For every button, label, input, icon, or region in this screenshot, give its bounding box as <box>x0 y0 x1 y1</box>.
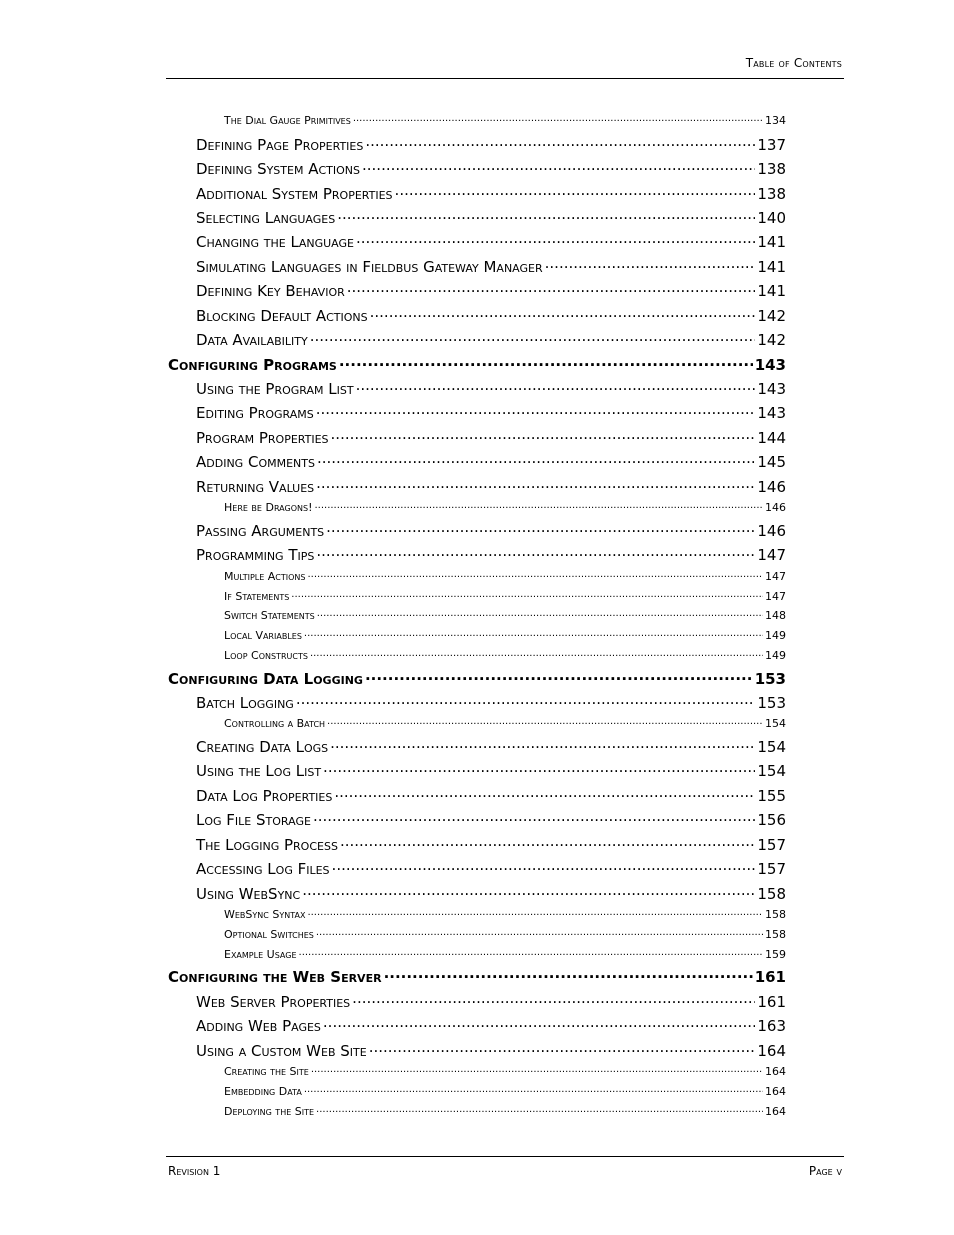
toc-entry[interactable] <box>224 946 786 961</box>
toc-entry-title: The Logging Process <box>196 836 338 854</box>
toc-entry-page: 154 <box>765 717 786 730</box>
page-header <box>166 56 844 79</box>
toc-entry-page: 141 <box>757 258 786 276</box>
dot-leader <box>353 112 763 124</box>
dot-leader <box>304 627 763 639</box>
toc-entry[interactable] <box>196 883 786 903</box>
toc-entry[interactable] <box>196 520 786 540</box>
toc-entry-page: 153 <box>757 694 786 712</box>
dot-leader <box>545 256 756 272</box>
toc-entry[interactable] <box>196 1040 786 1060</box>
toc-entry[interactable] <box>224 715 786 730</box>
toc-entry-title: Programming Tips <box>196 546 315 564</box>
toc-entry[interactable] <box>196 858 786 878</box>
toc-entry[interactable] <box>224 906 786 921</box>
toc-entry-title: WebSync Syntax <box>224 908 306 921</box>
toc-entry[interactable] <box>196 305 786 325</box>
toc-entry-page: 143 <box>757 404 786 422</box>
dot-leader <box>317 451 755 467</box>
toc-entry-page: 137 <box>757 136 786 154</box>
toc-entry-title: Creating Data Logs <box>196 738 329 756</box>
toc-entry[interactable] <box>196 207 786 227</box>
toc-entry-title: Configuring Programs <box>168 356 337 374</box>
toc-entry-page: 153 <box>754 670 786 688</box>
dot-leader <box>310 647 763 659</box>
toc-entry-title: Configuring the Web Server <box>168 968 382 986</box>
toc-entry-page: 155 <box>757 787 786 805</box>
toc-entry-title: Here be Dragons! <box>224 501 313 514</box>
toc-entry[interactable] <box>224 607 786 622</box>
toc-entry-title: Passing Arguments <box>196 522 325 540</box>
dot-leader <box>304 1083 763 1095</box>
toc-entry-page: 146 <box>765 501 786 514</box>
dot-leader <box>370 305 756 321</box>
toc-entry-page: 147 <box>765 590 786 603</box>
dot-leader <box>356 378 756 394</box>
toc-entry-title: Data Availability <box>196 331 308 349</box>
page-footer <box>166 1156 844 1178</box>
dot-leader <box>332 858 756 874</box>
toc-entry[interactable] <box>196 158 786 178</box>
dot-leader <box>310 329 756 345</box>
toc-entry-title: Adding Comments <box>196 453 315 471</box>
toc-entry[interactable] <box>196 280 786 300</box>
dot-leader <box>302 883 755 899</box>
toc-entry-page: 157 <box>757 836 786 854</box>
toc-entry-title: Changing the Language <box>196 233 354 251</box>
toc-entry-page: 144 <box>757 429 786 447</box>
header-section-title: Table of Contents <box>745 56 842 70</box>
toc-entry-page: 158 <box>765 908 786 921</box>
toc-entry[interactable] <box>196 476 786 496</box>
toc-entry-page: 164 <box>765 1085 786 1098</box>
toc-entry[interactable] <box>168 966 786 986</box>
toc-entry-page: 159 <box>765 948 786 961</box>
dot-leader <box>307 906 763 918</box>
toc-entry[interactable] <box>168 668 786 688</box>
dot-leader <box>327 715 763 727</box>
toc-entry-title: Example Usage <box>224 948 297 961</box>
toc-entry-page: 138 <box>757 185 786 203</box>
toc-entry[interactable] <box>196 427 786 447</box>
toc-entry-page: 147 <box>765 570 786 583</box>
toc-entry-title: Adding Web Pages <box>196 1017 321 1035</box>
toc-entry-page: 143 <box>754 356 786 374</box>
toc-entry[interactable] <box>196 760 786 780</box>
toc-entry-page: 163 <box>757 1017 786 1035</box>
toc-entry-page: 140 <box>757 209 786 227</box>
toc-entry-page: 141 <box>757 282 786 300</box>
toc-entry-page: 157 <box>757 860 786 878</box>
dot-leader <box>296 692 756 708</box>
toc-entry[interactable] <box>196 785 786 805</box>
toc-entry[interactable] <box>168 354 786 374</box>
toc-entry[interactable] <box>224 568 786 583</box>
toc-entry-title: Web Server Properties <box>196 993 351 1011</box>
toc-entry[interactable] <box>196 544 786 564</box>
toc-entry-title: Editing Programs <box>196 404 314 422</box>
dot-leader <box>334 785 755 801</box>
dot-leader <box>362 158 755 174</box>
toc-entry-title: Defining System Actions <box>196 160 360 178</box>
toc-entry[interactable] <box>224 926 786 941</box>
toc-entry-page: 149 <box>765 629 786 642</box>
toc-entry[interactable] <box>196 256 786 276</box>
toc-entry-title: Using the Log List <box>196 762 322 780</box>
dot-leader <box>316 926 763 938</box>
dot-leader <box>395 183 756 199</box>
toc-entry[interactable] <box>196 1015 786 1035</box>
dot-leader <box>356 231 755 247</box>
toc-entry-page: 146 <box>757 522 786 540</box>
footer-page-number: Page v <box>808 1164 842 1178</box>
toc-entry[interactable] <box>196 329 786 349</box>
toc-entry-page: 147 <box>757 546 786 564</box>
toc-entry-page: 138 <box>757 160 786 178</box>
dot-leader <box>316 402 756 418</box>
toc-entry[interactable] <box>224 627 786 642</box>
dot-leader <box>347 280 756 296</box>
toc-entry-page: 142 <box>757 331 786 349</box>
toc-entry-page: 164 <box>765 1105 786 1118</box>
toc-entry-page: 141 <box>757 233 786 251</box>
dot-leader <box>323 760 755 776</box>
toc-entry-title: Multiple Actions <box>224 570 306 583</box>
toc-entry-title: Using the Program List <box>196 380 354 398</box>
toc-entry[interactable] <box>196 736 786 756</box>
dot-leader <box>340 834 755 850</box>
dot-leader <box>308 568 764 580</box>
dot-leader <box>317 607 763 619</box>
toc-entry-title: Selecting Languages <box>196 209 336 227</box>
toc-entry-page: 142 <box>757 307 786 325</box>
toc-entry-page: 156 <box>757 811 786 829</box>
toc-entry[interactable] <box>224 1083 786 1098</box>
toc-entry-title: Using WebSync <box>196 885 301 903</box>
toc-entry[interactable] <box>224 588 786 603</box>
toc-entry-page: 145 <box>757 453 786 471</box>
toc-entry[interactable] <box>196 809 786 829</box>
toc-entry-title: Controlling a Batch <box>224 717 326 730</box>
toc-entry-title: Blocking Default Actions <box>196 307 368 325</box>
toc-entry[interactable] <box>196 183 786 203</box>
toc-entry-title: Creating the Site <box>224 1065 309 1078</box>
toc-entry-title: Optional Switches <box>224 928 314 941</box>
toc-entry-page: 164 <box>765 1065 786 1078</box>
toc-entry[interactable] <box>196 134 786 154</box>
dot-leader <box>311 1063 763 1075</box>
toc-entry[interactable] <box>196 692 786 712</box>
toc-entry-title: Additional System Properties <box>196 185 393 203</box>
toc-entry-page: 158 <box>765 928 786 941</box>
toc-entry-title: Data Log Properties <box>196 787 333 805</box>
dot-leader <box>352 991 755 1007</box>
toc-entry[interactable] <box>224 1063 786 1078</box>
toc-entry-page: 146 <box>757 478 786 496</box>
toc-entry-page: 161 <box>754 968 786 986</box>
dot-leader <box>337 207 755 223</box>
toc-entry-title: Simulating Languages in Fieldbus Gateway Manager <box>196 258 543 276</box>
toc-entry[interactable] <box>196 451 786 471</box>
dot-leader <box>316 1103 763 1115</box>
dot-leader <box>326 520 755 536</box>
dot-leader <box>323 1015 755 1031</box>
toc-entry-title: The Dial Gauge Primitives <box>224 114 351 127</box>
dot-leader <box>314 499 763 511</box>
dot-leader <box>291 588 763 600</box>
dot-leader <box>316 476 755 492</box>
toc-entry-title: Deploying the Site <box>224 1105 315 1118</box>
dot-leader <box>299 946 763 958</box>
toc-entry-title: Loop Constructs <box>224 649 308 662</box>
toc-entry[interactable] <box>224 499 786 514</box>
dot-leader <box>313 809 755 825</box>
toc-entry-title: If Statements <box>224 590 290 603</box>
dot-leader <box>384 966 753 982</box>
toc-entry-title: Defining Page Properties <box>196 136 364 154</box>
toc-entry[interactable] <box>196 378 786 398</box>
toc-entry-page: 164 <box>757 1042 786 1060</box>
toc-entry[interactable] <box>196 991 786 1011</box>
toc-entry-title: Log File Storage <box>196 811 311 829</box>
toc-entry[interactable] <box>224 1103 786 1118</box>
toc-entry[interactable] <box>224 112 786 127</box>
dot-leader <box>365 134 755 150</box>
dot-leader <box>331 427 756 443</box>
toc-entry-title: Returning Values <box>196 478 315 496</box>
toc-entry[interactable] <box>224 647 786 662</box>
toc-entry-title: Using a Custom Web Site <box>196 1042 367 1060</box>
toc-entry-title: Local Variables <box>224 629 302 642</box>
toc-entry-title: Accessing Log Files <box>196 860 330 878</box>
dot-leader <box>369 1040 756 1056</box>
toc-entry-page: 149 <box>765 649 786 662</box>
toc-entry[interactable] <box>196 402 786 422</box>
dot-leader <box>339 354 753 370</box>
toc-entry-page: 143 <box>757 380 786 398</box>
toc-entry-title: Embedding Data <box>224 1085 302 1098</box>
toc-entry-page: 158 <box>757 885 786 903</box>
dot-leader <box>330 736 755 752</box>
toc-entry-title: Switch Statements <box>224 609 315 622</box>
dot-leader <box>365 668 753 684</box>
toc-entry-page: 161 <box>757 993 786 1011</box>
toc-entry-page: 148 <box>765 609 786 622</box>
dot-leader <box>316 544 755 560</box>
toc-entry-title: Batch Logging <box>196 694 294 712</box>
toc-entry-page: 134 <box>765 114 786 127</box>
toc-entry-title: Configuring Data Logging <box>168 670 363 688</box>
toc-entry-title: Program Properties <box>196 429 329 447</box>
toc-entry-page: 154 <box>757 762 786 780</box>
toc-entry-page: 154 <box>757 738 786 756</box>
toc-entry[interactable] <box>196 834 786 854</box>
toc-entry[interactable] <box>196 231 786 251</box>
toc-entry-title: Defining Key Behavior <box>196 282 345 300</box>
footer-revision: Revision 1 <box>168 1164 221 1178</box>
